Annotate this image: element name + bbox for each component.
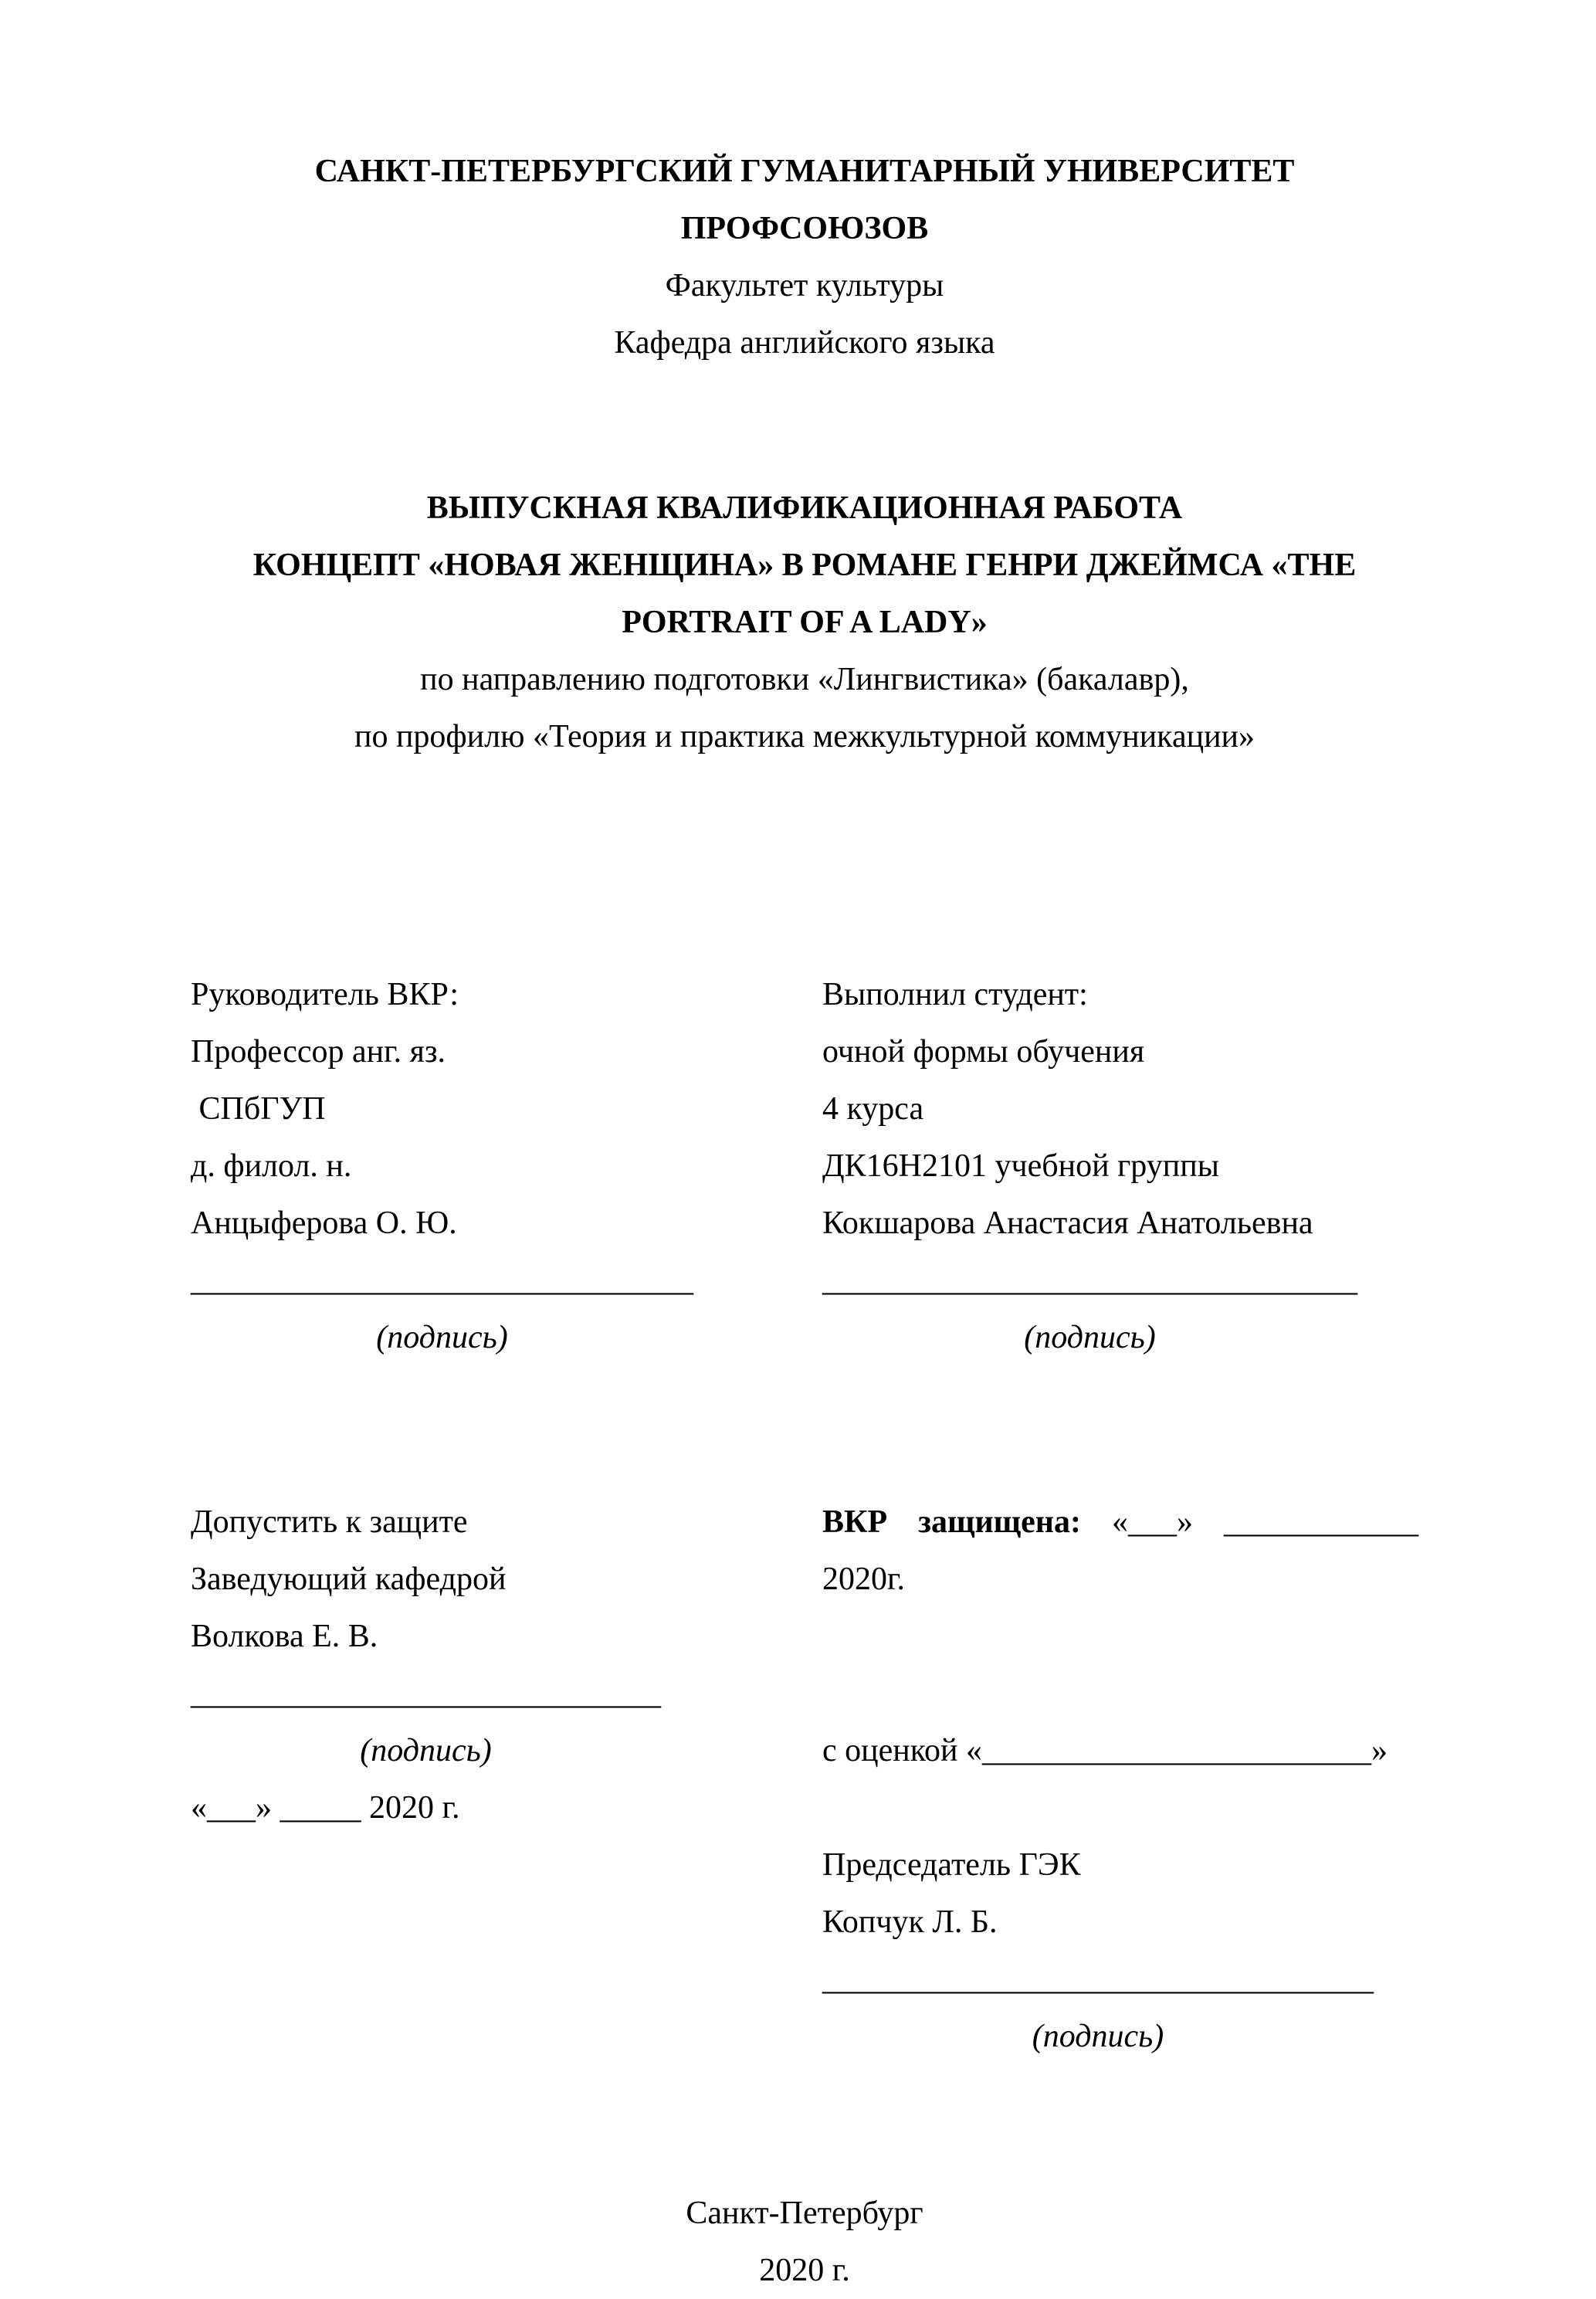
- student-course: 4 курса: [822, 1091, 924, 1127]
- supervisor-name: Анцыферова О. Ю.: [191, 1205, 457, 1241]
- admission-signature: [191, 1665, 661, 1779]
- footer-year: 2020 г.: [759, 2253, 850, 2288]
- defense-date-quote: «___»: [1111, 1504, 1193, 1540]
- signatures-section: [191, 966, 1418, 1366]
- title-block: [229, 480, 1380, 765]
- header-block: [191, 143, 1418, 371]
- defense-word-defended: защищена:: [918, 1504, 1081, 1540]
- thesis-title: КОНЦЕПТ «НОВАЯ ЖЕНЩИНА» В РОМАНЕ ГЕНРИ ДЖЕЙМСА «THE PORTRAIT OF A LADY»: [252, 548, 1364, 640]
- supervisor-signature-line: _______________________________: [191, 1263, 693, 1298]
- student-signature-label: (подпись): [1024, 1320, 1156, 1355]
- program-line: по направлению подготовки «Лингвистика» (бакалавр),: [420, 662, 1189, 697]
- defense-grade-line: [822, 1608, 1418, 1836]
- defense-signature-line: __________________________________: [822, 1962, 1374, 1997]
- student-block: [822, 966, 1418, 1366]
- grade-suffix: »: [1371, 1733, 1388, 1768]
- admission-signature-label: (подпись): [360, 1733, 492, 1768]
- supervisor-block: [191, 966, 822, 1366]
- approval-section: [191, 1494, 1418, 2065]
- supervisor-signature: [191, 1252, 693, 1366]
- defense-signature: [822, 1951, 1374, 2065]
- footer-block: [191, 2185, 1418, 2299]
- defense-word-vkr: ВКР: [822, 1504, 888, 1540]
- student-signature: [822, 1252, 1357, 1366]
- grade-prefix: с оценкой «: [822, 1733, 982, 1768]
- profile-line: по профилю «Теория и практика межкультурной коммуникации»: [354, 719, 1255, 754]
- work-type: ВЫПУСКНАЯ КВАЛИФИКАЦИОННАЯ РАБОТА: [426, 490, 1183, 526]
- defense-status-line: [822, 1494, 1418, 1551]
- admission-signature-line: _____________________________: [191, 1676, 661, 1711]
- student-name: Кокшарова Анастасия Анатольевна: [822, 1205, 1313, 1241]
- student-heading: Выполнил студент:: [822, 977, 1088, 1012]
- defense-date-blank: ____________: [1224, 1504, 1418, 1540]
- supervisor-org: СПбГУП: [191, 1091, 326, 1127]
- grade-blank: ________________________: [982, 1733, 1371, 1768]
- supervisor-position: Профессор анг. яз.: [191, 1034, 446, 1070]
- department-name: Кафедра английского языка: [614, 325, 995, 361]
- defense-chair-name: Копчук Л. Б.: [822, 1904, 998, 1940]
- admission-block: [191, 1494, 822, 1836]
- admission-line1: Допустить к защите: [191, 1504, 468, 1540]
- defense-chair-title: Председатель ГЭК: [822, 1847, 1081, 1883]
- admission-head-name: Волкова Е. В.: [191, 1619, 378, 1654]
- admission-line2: Заведующий кафедрой: [191, 1561, 507, 1597]
- student-study-form: очной формы обучения: [822, 1034, 1145, 1070]
- footer-city: Санкт-Петербург: [686, 2196, 923, 2231]
- defense-year: 2020г.: [822, 1561, 905, 1597]
- admission-date-line: «___» _____ 2020 г.: [191, 1790, 460, 1826]
- student-signature-line: _________________________________: [822, 1263, 1357, 1298]
- defense-signature-label: (подпись): [1032, 2019, 1164, 2054]
- student-group: ДК16Н2101 учебной группы: [822, 1148, 1219, 1184]
- supervisor-signature-label: (подпись): [376, 1320, 508, 1355]
- defense-block: [822, 1494, 1418, 2065]
- university-name: САНКТ-ПЕТЕРБУРГСКИЙ ГУМАНИТАРНЫЙ УНИВЕРСИТЕТ ПРОФСОЮЗОВ: [314, 154, 1303, 246]
- supervisor-degree: д. филол. н.: [191, 1148, 352, 1184]
- supervisor-role: Руководитель ВКР:: [191, 977, 459, 1012]
- faculty-name: Факультет культуры: [665, 268, 944, 303]
